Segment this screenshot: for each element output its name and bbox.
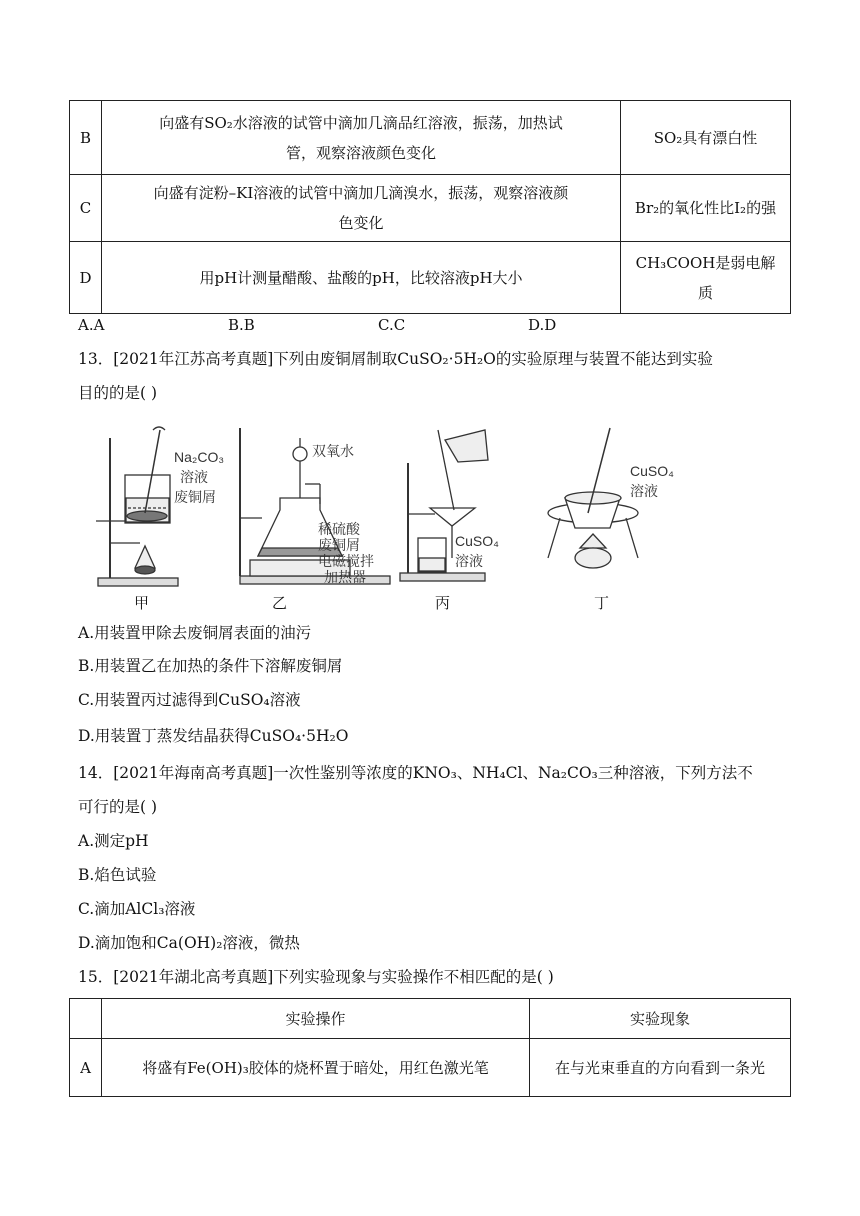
- q12-option-b[interactable]: B.B: [228, 316, 255, 334]
- row-id: A: [70, 1039, 102, 1097]
- q14-option-d[interactable]: D.滴加饱和Ca(OH)₂溶液，微热: [78, 934, 300, 952]
- conclusion-cell: Br₂的氧化性比I₂的强: [621, 175, 791, 242]
- q13-option-c[interactable]: C.用装置丙过滤得到CuSO₄溶液: [78, 691, 301, 709]
- q12-option-a[interactable]: A.A: [78, 316, 105, 334]
- conclusion-cell: CH₃COOH是弱电解 质: [621, 242, 791, 314]
- row-id: C: [70, 175, 102, 242]
- table-row: [70, 101, 791, 175]
- experiment-table-2: [69, 998, 791, 1097]
- operation-cell: 用pH计测量醋酸、盐酸的pH，比较溶液pH大小: [102, 242, 621, 314]
- header-id: [70, 999, 102, 1039]
- table-row: [70, 1039, 791, 1097]
- yi-label-1: 稀硫酸: [318, 521, 360, 537]
- yi-label-3: 电磁搅拌: [318, 553, 374, 569]
- header-phenomenon: 实验现象: [530, 999, 791, 1039]
- experiment-table-1: [69, 100, 791, 314]
- row-id: D: [70, 242, 102, 314]
- operation-cell: 向盛有SO₂水溶液的试管中滴加几滴品红溶液，振荡，加热试 管，观察溶液颜色变化: [102, 101, 621, 175]
- q14-option-b[interactable]: B.焰色试验: [78, 866, 157, 884]
- q13-stem-line-1: 13．[2021年江苏高考真题]下列由废铜屑制取CuSO₂·5H₂O的实验原理与装置不能达到实验: [78, 350, 713, 368]
- jia-label-1: Na₂CO₃: [174, 449, 225, 465]
- yi-label-top: 双氧水: [312, 443, 354, 459]
- bing-label-2: 溶液: [455, 553, 483, 569]
- q13-stem-line-2: 目的的是( ): [78, 384, 158, 402]
- jia-label-2: 溶液: [180, 469, 208, 485]
- q14-stem-line-2: 可行的是( ): [78, 798, 158, 816]
- figure-caption-jia: 甲: [134, 594, 150, 612]
- q14-option-c[interactable]: C.滴加AlCl₃溶液: [78, 900, 196, 918]
- apparatus-jia: [96, 427, 178, 586]
- q14-option-a[interactable]: A.测定pH: [78, 832, 149, 850]
- conclusion-cell: SO₂具有漂白性: [621, 101, 791, 175]
- figure-caption-bing: 丙: [435, 594, 451, 612]
- table-row: [70, 175, 791, 242]
- q14-stem-line-1: 14．[2021年海南高考真题]一次性鉴别等浓度的KNO₃、NH₄Cl、Na₂CO₃三种溶液，下列方法不: [78, 764, 753, 782]
- figure-caption-ding: 丁: [594, 594, 610, 612]
- apparatus-figure: [90, 418, 790, 618]
- yi-label-2: 废铜屑: [318, 537, 360, 553]
- table-row: [70, 242, 791, 314]
- q15-stem: 15．[2021年湖北高考真题]下列实验现象与实验操作不相匹配的是( ): [78, 968, 554, 986]
- q13-option-b[interactable]: B.用装置乙在加热的条件下溶解废铜屑: [78, 657, 343, 675]
- phenomenon-cell: 在与光束垂直的方向看到一条光: [530, 1039, 791, 1097]
- operation-cell: 向盛有淀粉–KI溶液的试管中滴加几滴溴水，振荡，观察溶液颜 色变化: [102, 175, 621, 242]
- header-operation: 实验操作: [102, 999, 530, 1039]
- operation-cell: 将盛有Fe(OH)₃胶体的烧杯置于暗处，用红色激光笔: [102, 1039, 530, 1097]
- table-header-row: [70, 999, 791, 1039]
- q12-option-c[interactable]: C.C: [378, 316, 406, 334]
- apparatus-ding: [548, 428, 638, 568]
- jia-label-3: 废铜屑: [174, 489, 216, 505]
- ding-label-2: 溶液: [630, 483, 658, 499]
- q12-option-d[interactable]: D.D: [528, 316, 557, 334]
- yi-label-4: 加热器: [324, 569, 366, 585]
- q13-option-a[interactable]: A.用装置甲除去废铜屑表面的油污: [78, 624, 312, 642]
- row-id: B: [70, 101, 102, 175]
- figure-caption-yi: 乙: [272, 594, 288, 612]
- q13-option-d[interactable]: D.用装置丁蒸发结晶获得CuSO₄·5H₂O: [78, 727, 349, 745]
- bing-label-1: CuSO₄: [455, 533, 499, 549]
- ding-label-1: CuSO₄: [630, 463, 674, 479]
